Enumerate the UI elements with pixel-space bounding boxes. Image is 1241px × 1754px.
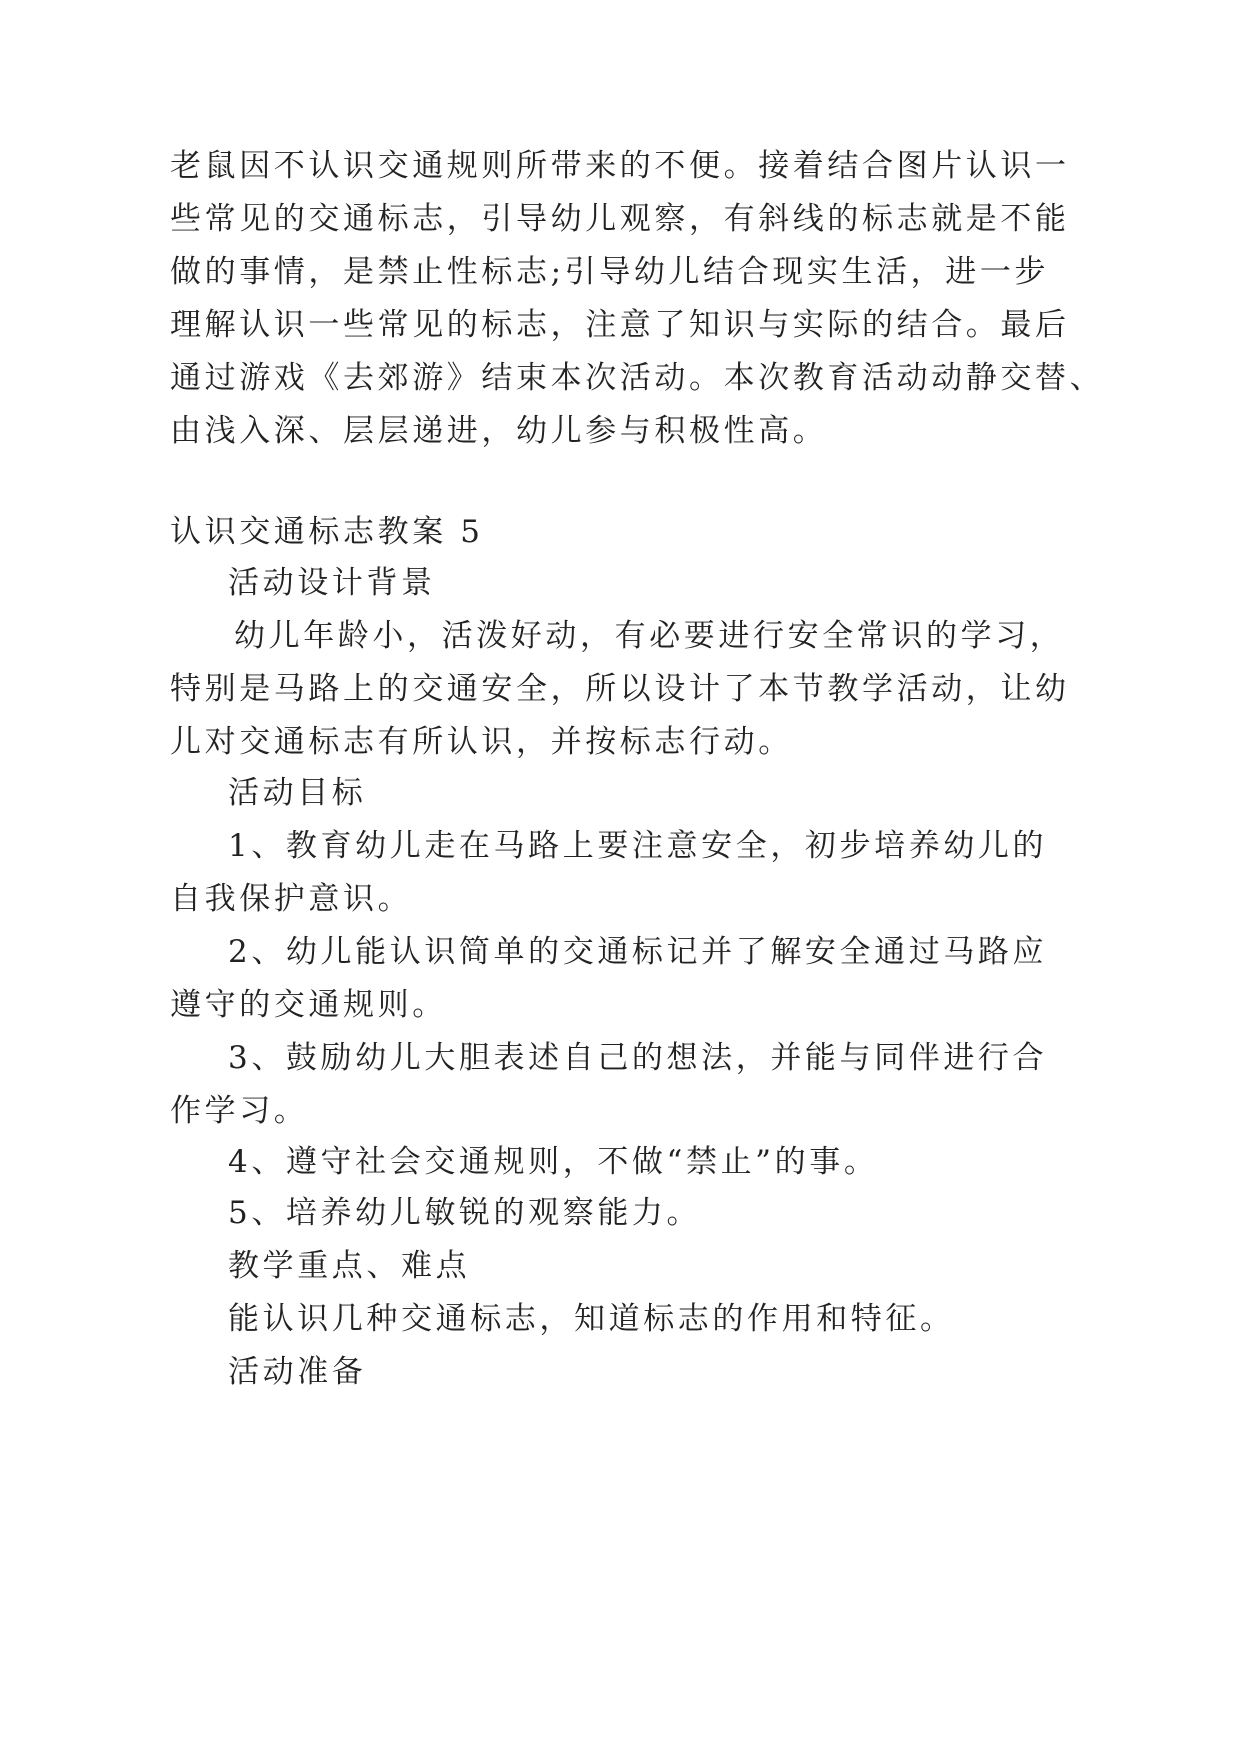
prep-heading: 活动准备 [228,1354,367,1390]
goal-2-line-2: 遵守的交通规则。 [170,987,447,1023]
goal-1-line-2: 自我保护意识。 [170,881,413,917]
goal-2-line-1: 2、幼儿能认识简单的交通标记并了解安全通过马路应 [228,934,1048,970]
intro-line-2: 些常见的交通标志，引导幼儿观察，有斜线的标志就是不能 [170,201,1070,237]
section-title: 认识交通标志教案 5 [170,514,484,550]
goal-1-line-1: 1、教育幼儿走在马路上要注意安全，初步培养幼儿的 [228,828,1048,864]
keypoints-text: 能认识几种交通标志，知道标志的作用和特征。 [228,1301,955,1337]
goal-4: 4、遵守社会交通规则，不做“禁止”的事。 [228,1144,879,1180]
keypoints-heading: 教学重点、难点 [228,1248,471,1284]
goal-5: 5、培养幼儿敏锐的观察能力。 [228,1195,702,1231]
intro-line-6: 由浅入深、层层递进，幼儿参与积极性高。 [170,413,828,449]
intro-line-4: 理解认识一些常见的标志，注意了知识与实际的结合。最后 [170,307,1070,343]
intro-line-1: 老鼠因不认识交通规则所带来的不便。接着结合图片认识一 [170,148,1070,184]
goal-3-line-1: 3、鼓励幼儿大胆表述自己的想法，并能与同伴进行合 [228,1040,1048,1076]
background-line-2: 特别是马路上的交通安全，所以设计了本节教学活动，让幼 [170,671,1070,707]
intro-line-5: 通过游戏《去郊游》结束本次活动。本次教育活动动静交替、 [170,360,1105,396]
background-line-1: 幼儿年龄小，活泼好动，有必要进行安全常识的学习， [234,618,1065,654]
goal-3-line-2: 作学习。 [170,1093,309,1129]
intro-line-3: 做的事情，是禁止性标志;引导幼儿结合现实生活，进一步 [170,254,1050,290]
background-heading: 活动设计背景 [228,565,436,601]
goals-heading: 活动目标 [228,775,367,811]
background-line-3: 儿对交通标志有所认识，并按标志行动。 [170,724,793,760]
